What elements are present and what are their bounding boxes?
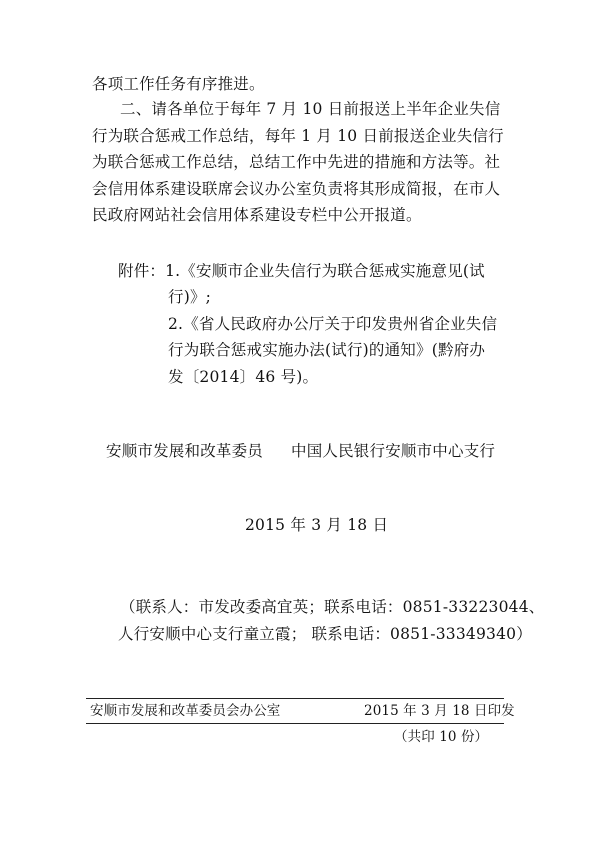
footer-top-rule bbox=[86, 698, 504, 699]
body-line-3: 行为联合惩戒工作总结，每年 1 月 10 日前报送企业失信行 bbox=[92, 127, 504, 145]
contact-line-2: 人行安顺中心支行童立霞； 联系电话：0851-33349340） bbox=[118, 625, 532, 643]
body-line-1: 各项工作任务有序推进。 bbox=[92, 75, 265, 93]
signature-org-1: 安顺市发展和改革委员 bbox=[106, 442, 264, 460]
attachment-line-4: 行为联合惩戒实施办法(试行)的通知》(黔府办 bbox=[168, 341, 486, 359]
body-line-6: 民政府网站社会信用体系建设专栏中公开报道。 bbox=[92, 206, 422, 224]
attachment-line-1: 附件：1.《安顺市企业失信行为联合惩戒实施意见(试 bbox=[118, 262, 485, 280]
footer-bottom-rule bbox=[86, 723, 504, 724]
footer-issuer: 安顺市发展和改革委员会办公室 bbox=[90, 703, 281, 719]
contact-line-1: （联系人：市发改委高宜英；联系电话：0851-33223044、 bbox=[120, 598, 545, 616]
attachment-line-3: 2.《省人民政府办公厅关于印发贵州省企业失信 bbox=[168, 315, 498, 333]
body-line-2: 二、请各单位于每年 7 月 10 日前报送上半年企业失信 bbox=[120, 100, 501, 118]
document-date: 2015 年 3 月 18 日 bbox=[245, 516, 389, 534]
attachment-line-5: 发〔2014〕46 号)。 bbox=[168, 368, 319, 386]
attachment-line-2: 行)》; bbox=[168, 288, 212, 306]
signature-org-2: 中国人民银行安顺市中心支行 bbox=[291, 442, 496, 460]
footer-copies: （共印 10 份） bbox=[394, 729, 489, 745]
body-line-4: 为联合惩戒工作总结，总结工作中先进的措施和方法等。社 bbox=[92, 153, 501, 171]
body-line-5: 会信用体系建设联席会议办公室负责将其形成简报，在市人 bbox=[92, 180, 501, 198]
footer-print-date: 2015 年 3 月 18 日印发 bbox=[364, 703, 515, 719]
